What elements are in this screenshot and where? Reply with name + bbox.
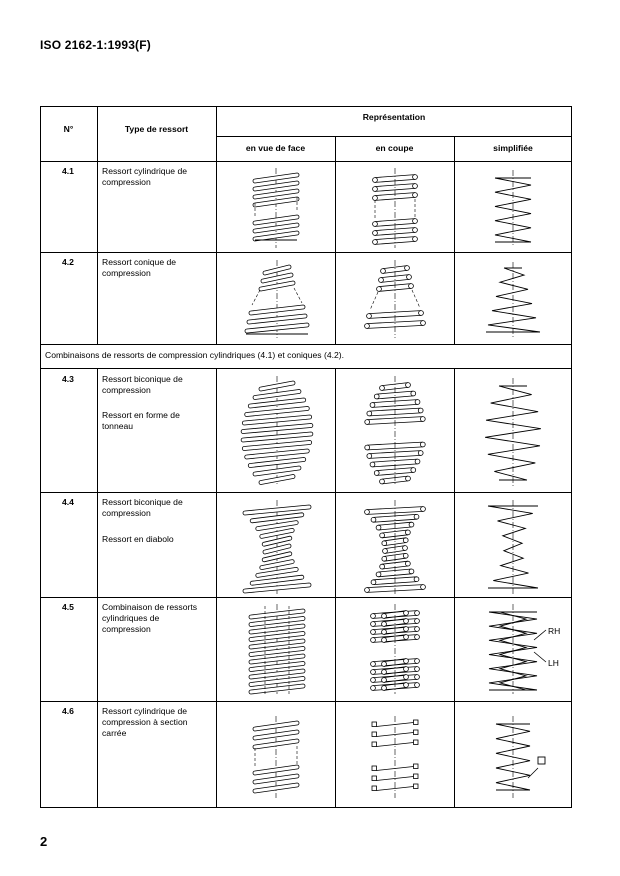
- coil-section: [382, 638, 387, 643]
- coil-section: [405, 561, 410, 566]
- coil-section: [404, 627, 409, 632]
- coil-section: [367, 314, 372, 319]
- coil-section: [382, 662, 387, 667]
- coil-section: [403, 538, 408, 543]
- coil-link: [377, 767, 414, 771]
- simplified-zigzag: [495, 178, 531, 242]
- coil-section: [371, 670, 376, 675]
- coil-section: [413, 184, 418, 189]
- coil-section: [415, 400, 420, 405]
- header-number: N°: [63, 124, 74, 134]
- coil-section: [415, 619, 420, 624]
- coil-section: [371, 580, 376, 585]
- coil-section: [409, 522, 414, 527]
- coil-section: [376, 525, 381, 530]
- lh-label: LH: [548, 658, 559, 668]
- coil-section: [404, 659, 409, 664]
- square-leader: [528, 768, 538, 778]
- coil-section: [413, 228, 418, 233]
- row-type-line: Ressort conique de: [102, 257, 177, 267]
- row-type-line: compression à section: [102, 717, 188, 727]
- rh-label: RH: [548, 626, 561, 636]
- coil-section: [371, 622, 376, 627]
- row-type-line: compression: [102, 385, 151, 395]
- square-coil-section: [414, 720, 419, 725]
- simplified-zigzag: [488, 268, 540, 332]
- coil-section: [411, 468, 416, 473]
- coil-section: [413, 175, 418, 180]
- coil-section: [371, 517, 376, 522]
- coil-section: [406, 383, 411, 388]
- coil-section: [373, 187, 378, 192]
- row-type-line: compression: [102, 268, 151, 278]
- coil-section: [418, 408, 423, 413]
- coil-section: [365, 420, 370, 425]
- coil-section: [377, 287, 382, 292]
- coil-section: [365, 445, 370, 450]
- dashed-outline: [412, 290, 420, 308]
- square-coil-section: [414, 764, 419, 769]
- coil-section: [421, 507, 426, 512]
- coil-section: [403, 546, 408, 551]
- coil-section: [381, 269, 386, 274]
- square-coil-section: [414, 730, 419, 735]
- square-coil-section: [372, 776, 377, 781]
- coil-section: [382, 622, 387, 627]
- coil-link: [375, 219, 415, 222]
- coil-section: [420, 442, 425, 447]
- square-coil-section: [372, 722, 377, 727]
- coil-section: [414, 577, 419, 582]
- row-type-line: compression: [102, 624, 151, 634]
- coil-section: [415, 667, 420, 672]
- lh-leader: [534, 652, 546, 662]
- row-number: 4.4: [62, 497, 74, 507]
- coil-section: [376, 572, 381, 577]
- row-number: 4.5: [62, 602, 74, 612]
- coil-link: [375, 241, 415, 244]
- coil-section: [365, 510, 370, 515]
- coil-section: [383, 549, 388, 554]
- coil-section: [415, 627, 420, 632]
- row-type-line: tonneau: [102, 421, 134, 431]
- coil-link: [377, 723, 414, 727]
- coil-section: [380, 564, 385, 569]
- square-coil-section: [414, 740, 419, 745]
- coil-section: [370, 462, 375, 467]
- row-type-line: compression: [102, 508, 151, 518]
- coil-section: [373, 178, 378, 183]
- coil-section: [371, 638, 376, 643]
- coil-section: [371, 630, 376, 635]
- coil-section: [403, 553, 408, 558]
- dashed-outline: [252, 290, 260, 305]
- coil-section: [373, 196, 378, 201]
- coil-section: [415, 659, 420, 664]
- coil-link: [384, 611, 406, 614]
- dashed-outline: [370, 292, 378, 310]
- row-number: 4.3: [62, 374, 74, 384]
- coil-section: [380, 386, 385, 391]
- coil-link: [382, 383, 408, 386]
- coil-section: [380, 533, 385, 538]
- coil-section: [379, 278, 384, 283]
- coil-section: [371, 614, 376, 619]
- row-type-line: Ressort biconique de: [102, 374, 183, 384]
- coil-section: [415, 675, 420, 680]
- header-simplified: simplifiée: [493, 143, 533, 153]
- coil-section: [405, 266, 410, 271]
- coil-section: [367, 411, 372, 416]
- coil-section: [370, 403, 375, 408]
- coil-link: [367, 507, 423, 510]
- coil-section: [413, 193, 418, 198]
- header-section-view: en coupe: [375, 143, 414, 153]
- row-type-line: Ressort cylindrique de: [102, 706, 188, 716]
- row-type-line: carrée: [102, 728, 127, 738]
- coil-section: [404, 619, 409, 624]
- coil-link: [369, 311, 421, 314]
- coil-section: [404, 675, 409, 680]
- coil-section: [421, 321, 426, 326]
- square-coil-section: [372, 786, 377, 791]
- coil-section: [413, 237, 418, 242]
- coil-section: [382, 556, 387, 561]
- coil-section: [373, 222, 378, 227]
- coil-section: [365, 588, 370, 593]
- square-section-symbol: [538, 757, 545, 764]
- coil-section: [404, 667, 409, 672]
- coil-section: [407, 275, 412, 280]
- coil-section: [414, 514, 419, 519]
- coil-section: [419, 311, 424, 316]
- square-coil-section: [414, 784, 419, 789]
- coil-section: [373, 231, 378, 236]
- coil-section: [418, 451, 423, 456]
- square-coil-section: [372, 766, 377, 771]
- coil-link: [375, 197, 415, 200]
- coil-section: [374, 471, 379, 476]
- row-number: 4.1: [62, 166, 74, 176]
- row-type-line: Ressort en diabolo: [102, 534, 174, 544]
- coil-section: [409, 569, 414, 574]
- coil-section: [415, 635, 420, 640]
- page-number: 2: [40, 834, 48, 849]
- header-type: Type de ressort: [124, 124, 189, 134]
- coil-section: [382, 678, 387, 683]
- coil-section: [373, 240, 378, 245]
- row-type-line: Ressort cylindrique de: [102, 166, 188, 176]
- coil-section: [371, 662, 376, 667]
- coil-section: [382, 630, 387, 635]
- coil-section: [404, 683, 409, 688]
- coil-section: [382, 614, 387, 619]
- header-front-view: en vue de face: [245, 143, 306, 153]
- coil-section: [415, 683, 420, 688]
- coil-section: [411, 391, 416, 396]
- coil-section: [382, 670, 387, 675]
- coil-section: [405, 530, 410, 535]
- row-type-line: Ressort en forme de: [102, 410, 180, 420]
- coil-section: [374, 394, 379, 399]
- row-type-line: cylindriques de: [102, 613, 160, 623]
- coil-section: [420, 417, 425, 422]
- header-representation: Représentation: [362, 112, 426, 122]
- coil-link: [375, 175, 415, 178]
- coil-section: [382, 686, 387, 691]
- coil-section: [371, 686, 376, 691]
- square-coil-section: [372, 732, 377, 737]
- coil-section: [415, 459, 420, 464]
- row-type-line: compression: [102, 177, 151, 187]
- combination-note: Combinaisons de ressorts de compression cylindriques (4.1) et coniques (4.2).: [45, 350, 345, 360]
- row-type-line: Ressort biconique de: [102, 497, 183, 507]
- dashed-outline: [294, 288, 302, 303]
- coil-section: [421, 585, 426, 590]
- coil-section: [413, 219, 418, 224]
- coil-section: [382, 541, 387, 546]
- square-coil-section: [372, 742, 377, 747]
- coil-section: [404, 635, 409, 640]
- coil-section: [406, 476, 411, 481]
- coil-section: [404, 611, 409, 616]
- coil-section: [367, 454, 372, 459]
- coil-section: [371, 678, 376, 683]
- row-type-line: Combinaison de ressorts: [102, 602, 198, 612]
- square-coil-section: [414, 774, 419, 779]
- coil-section: [409, 284, 414, 289]
- coil-section: [380, 479, 385, 484]
- coil-section: [415, 611, 420, 616]
- document-header: ISO 2162-1:1993(F): [40, 38, 151, 52]
- row-number: 4.2: [62, 257, 74, 267]
- row-number: 4.6: [62, 706, 74, 716]
- coil-section: [365, 324, 370, 329]
- rh-leader: [534, 630, 546, 640]
